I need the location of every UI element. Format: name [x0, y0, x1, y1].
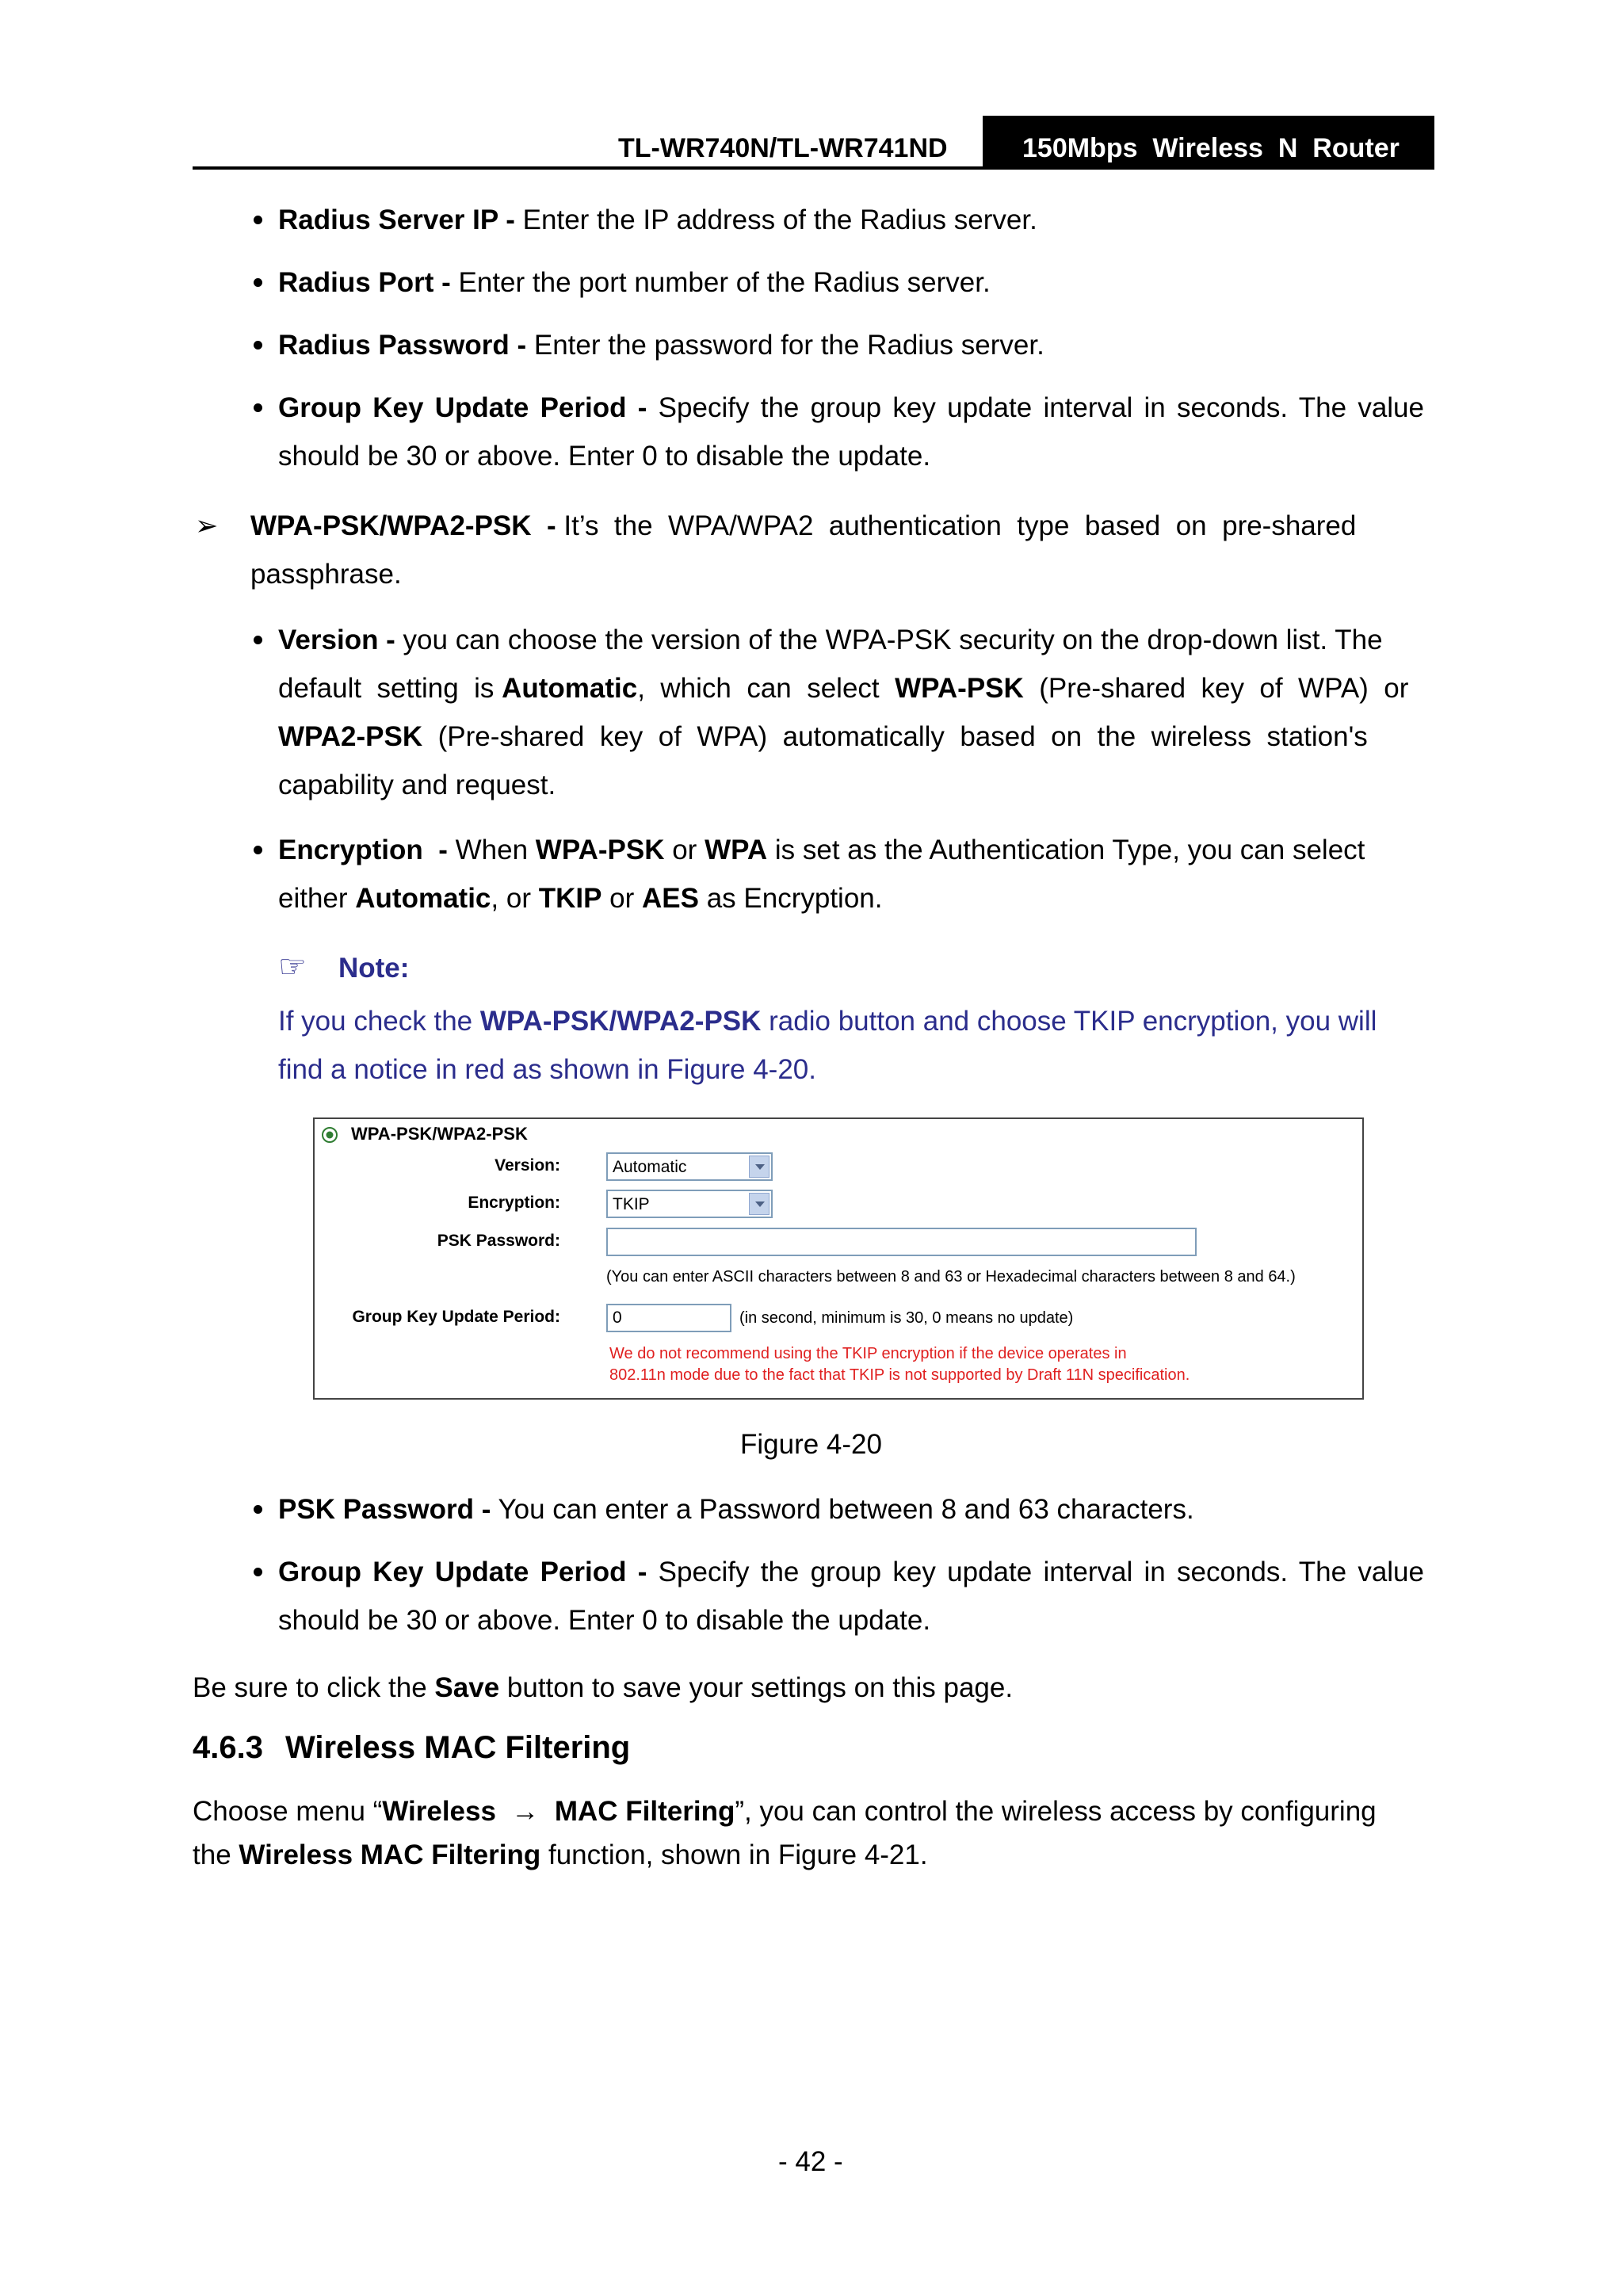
- mac-para-line1: Choose menu “Wireless → MAC Filtering”, you can control the wireless access by configuring: [193, 1796, 1377, 1827]
- group-key-update-hint: (in second, minimum is 30, 0 means no update): [739, 1309, 1074, 1327]
- bullet-icon: [254, 403, 262, 412]
- tkip-warning-line2: 802.11n mode due to the fact that TKIP is not supported by Draft 11N specification.: [609, 1366, 1190, 1384]
- header-rule: [193, 166, 1434, 170]
- chevron-down-icon: [749, 1156, 769, 1178]
- header-product: 150Mbps Wireless N Router: [1022, 133, 1400, 163]
- psk-password-hint: (You can enter ASCII characters between 8 and 63 or Hexadecimal characters between 8 and 64.): [606, 1268, 1296, 1286]
- version-line1: Version - you can choose the version of the WPA-PSK security on the drop-down list. The: [278, 625, 1383, 655]
- header-model: TL-WR740N/TL-WR741ND: [618, 133, 948, 163]
- note-hand-icon: ☞: [278, 949, 307, 984]
- psk-section-line1: WPA-PSK/WPA2-PSK - It’s the WPA/WPA2 authentication type based on pre-shared: [250, 510, 1357, 541]
- psk-section-line2: passphrase.: [250, 559, 402, 590]
- bullet-group-key-2-line1: Group Key Update Period - Specify the group key update interval in seconds. The value: [278, 1557, 1424, 1587]
- bullet-psk-password: PSK Password - You can enter a Password between 8 and 63 characters.: [278, 1494, 1194, 1525]
- psk-password-input[interactable]: [606, 1228, 1197, 1256]
- page-number: - 42 -: [778, 2146, 843, 2177]
- version-line4: capability and request.: [278, 770, 556, 800]
- radio-label: WPA-PSK/WPA2-PSK: [351, 1124, 528, 1144]
- bullet-icon: [254, 341, 262, 350]
- bullet-radius-password: Radius Password - Enter the password for the Radius server.: [278, 330, 1044, 361]
- encryption-label: Encryption:: [468, 1194, 560, 1212]
- version-select[interactable]: Automatic: [606, 1152, 773, 1181]
- chevron-down-icon: [749, 1193, 769, 1215]
- note-line2: find a notice in red as shown in Figure 4-20.: [278, 1054, 816, 1085]
- bullet-radius-port: Radius Port - Enter the port number of the Radius server.: [278, 267, 991, 298]
- version-line3: WPA2-PSK (Pre-shared key of WPA) automatically based on the wireless station's: [278, 721, 1368, 752]
- tkip-warning-line1: We do not recommend using the TKIP encryption if the device operates in: [609, 1345, 1127, 1362]
- encryption-line2: either Automatic, or TKIP or AES as Encryption.: [278, 883, 883, 914]
- bullet-group-key-1-line2: should be 30 or above. Enter 0 to disable the update.: [278, 441, 931, 472]
- bullet-icon: [254, 278, 262, 287]
- psk-password-label: PSK Password:: [437, 1232, 560, 1250]
- group-key-update-label: Group Key Update Period:: [352, 1308, 560, 1326]
- radio-selected-icon[interactable]: [321, 1126, 338, 1144]
- section-heading: 4.6.3 Wireless MAC Filtering: [193, 1730, 631, 1765]
- bullet-radius-server-ip: Radius Server IP - Enter the IP address of the Radius server.: [278, 204, 1037, 235]
- encryption-select[interactable]: TKIP: [606, 1190, 773, 1218]
- save-instruction: Be sure to click the Save button to save your settings on this page.: [193, 1672, 1014, 1703]
- bullet-icon: [254, 846, 262, 854]
- bullet-icon: [254, 216, 262, 224]
- arrow-bullet-icon: ➢: [195, 510, 219, 541]
- bullet-group-key-1-line1: Group Key Update Period - Specify the group key update interval in seconds. The value: [278, 392, 1424, 423]
- version-line2: default setting is Automatic, which can select WPA-PSK (Pre-shared key of WPA) or: [278, 673, 1409, 704]
- mac-para-line2: the Wireless MAC Filtering function, shown in Figure 4-21.: [193, 1839, 928, 1870]
- bullet-icon: [254, 636, 262, 644]
- bullet-icon: [254, 1505, 262, 1514]
- bullet-icon: [254, 1568, 262, 1576]
- group-key-update-input[interactable]: 0: [606, 1304, 731, 1332]
- note-line1: If you check the WPA-PSK/WPA2-PSK radio button and choose TKIP encryption, you will: [278, 1006, 1377, 1037]
- version-label: Version:: [495, 1156, 560, 1175]
- encryption-line1: Encryption - When WPA-PSK or WPA is set as the Authentication Type, you can select: [278, 835, 1365, 865]
- bullet-group-key-2-line2: should be 30 or above. Enter 0 to disable the update.: [278, 1605, 931, 1636]
- note-title: Note:: [338, 953, 410, 984]
- psk-settings-figure: [313, 1117, 1364, 1400]
- figure-caption: Figure 4-20: [740, 1429, 882, 1460]
